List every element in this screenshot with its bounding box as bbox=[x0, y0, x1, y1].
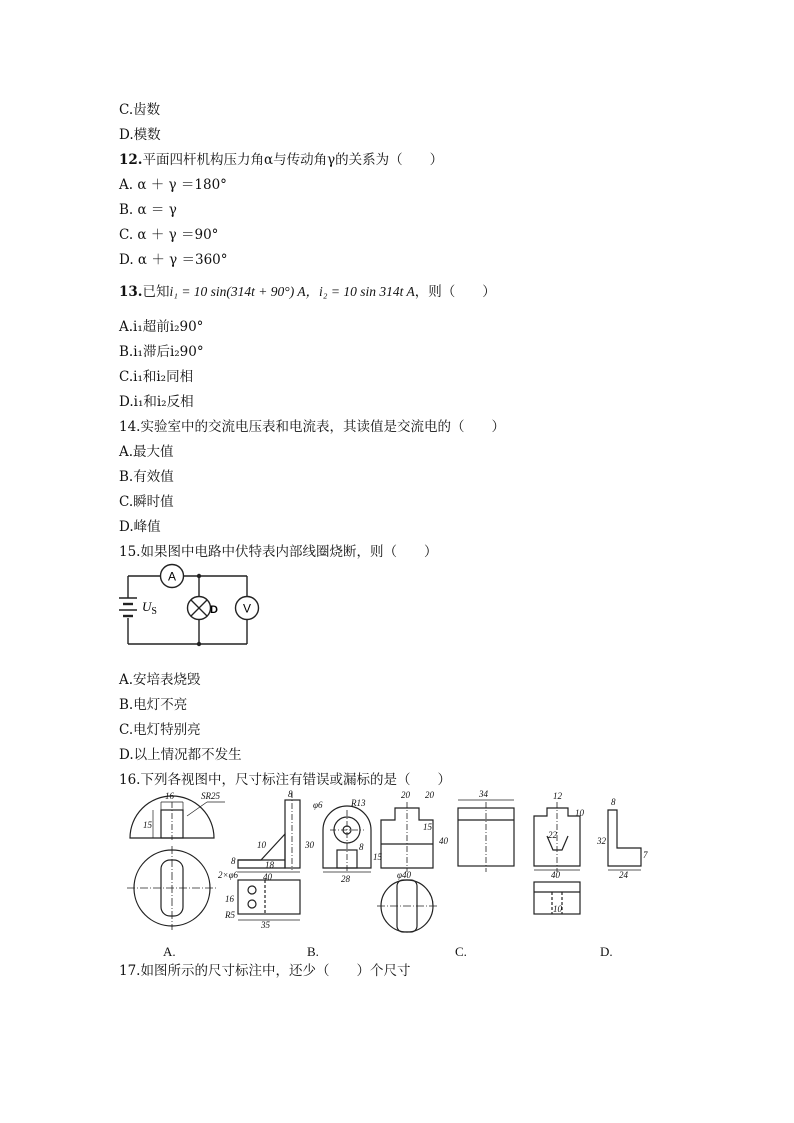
views-figure bbox=[115, 788, 660, 938]
svg-text:35: 35 bbox=[261, 920, 270, 930]
fig16-label-c: C. bbox=[455, 944, 467, 959]
svg-text:SR25: SR25 bbox=[201, 791, 220, 801]
source-label: $U_S$ bbox=[142, 599, 157, 617]
svg-text:16: 16 bbox=[165, 791, 174, 801]
svg-text:28: 28 bbox=[341, 874, 350, 884]
view-a bbox=[127, 791, 225, 930]
question-12-number: 12. bbox=[119, 152, 143, 168]
ammeter-label: A bbox=[167, 569, 177, 584]
svg-text:40: 40 bbox=[439, 836, 448, 846]
question-12-option-c: C. α ＋ γ ＝90° bbox=[119, 227, 219, 243]
svg-text:8: 8 bbox=[231, 856, 236, 866]
fig16-label-d: D. bbox=[600, 944, 613, 959]
question-13-number: 13. bbox=[119, 284, 143, 300]
question-14: 14.实验室中的交流电压表和电流表，其读值是交流电的（ ） bbox=[119, 419, 505, 435]
fig16-label-b: B. bbox=[307, 944, 319, 959]
view-c-rect bbox=[458, 789, 514, 872]
svg-text:15: 15 bbox=[423, 822, 432, 832]
view-c-block bbox=[373, 790, 449, 932]
svg-text:15: 15 bbox=[143, 820, 152, 830]
question-14-option-c: C.瞬时值 bbox=[119, 494, 174, 510]
svg-text:30: 30 bbox=[305, 840, 314, 850]
question-15-option-a: A.安培表烧毁 bbox=[119, 672, 201, 688]
fig16-label-a: A. bbox=[163, 944, 176, 959]
question-12-text: 平面四杆机构压力角α与传动角γ的关系为（ ） bbox=[142, 152, 444, 168]
svg-text:40: 40 bbox=[263, 872, 272, 882]
voltmeter-icon bbox=[236, 597, 259, 620]
question-13-post: ，则（ ） bbox=[414, 284, 496, 300]
svg-text:7: 7 bbox=[643, 850, 648, 860]
svg-text:34: 34 bbox=[479, 789, 488, 799]
svg-text:2×φ6: 2×φ6 bbox=[218, 870, 239, 880]
svg-text:16: 16 bbox=[225, 894, 234, 904]
battery-icon bbox=[119, 598, 137, 616]
view-d bbox=[534, 791, 648, 914]
question-15-option-d: D.以上情况都不发生 bbox=[119, 747, 242, 763]
svg-text:8: 8 bbox=[359, 842, 364, 852]
option-c-gear-teeth: C.齿数 bbox=[119, 102, 161, 118]
question-13-pre: 已知 bbox=[142, 284, 170, 300]
question-15-option-c: C.电灯特别亮 bbox=[119, 722, 201, 738]
question-17: 17.如图所示的尺寸标注中，还少（ ）个尺寸 bbox=[119, 963, 411, 979]
svg-text:22: 22 bbox=[548, 830, 557, 840]
question-14-option-a: A.最大值 bbox=[119, 444, 174, 460]
svg-text:φ40: φ40 bbox=[397, 870, 411, 880]
question-13-option-d: D.i₁和i₂反相 bbox=[119, 394, 194, 410]
svg-text:12: 12 bbox=[553, 791, 562, 801]
svg-text:15: 15 bbox=[373, 852, 382, 862]
question-13-option-b: B.i₁滞后i₂90° bbox=[119, 344, 204, 360]
question-12-option-a: A. α ＋ γ ＝180° bbox=[119, 177, 227, 193]
svg-text:32: 32 bbox=[597, 836, 606, 846]
svg-text:φ6: φ6 bbox=[313, 800, 323, 810]
question-12 bbox=[119, 151, 443, 169]
svg-text:20: 20 bbox=[425, 790, 434, 800]
svg-text:20: 20 bbox=[401, 790, 410, 800]
view-b bbox=[218, 789, 300, 930]
question-12-option-b: B. α ＝ γ bbox=[119, 202, 177, 218]
view-c-bracket bbox=[304, 798, 371, 884]
svg-text:10: 10 bbox=[257, 840, 266, 850]
question-16: 16.下列各视图中，尺寸标注有错误或漏标的是（ ） bbox=[119, 772, 451, 788]
question-12-option-d: D. α ＋ γ ＝360° bbox=[119, 252, 228, 268]
svg-text:40: 40 bbox=[551, 870, 560, 880]
question-14-option-d: D.峰值 bbox=[119, 519, 161, 535]
circuit-diagram bbox=[115, 560, 265, 650]
question-13-option-a: A.i₁超前i₂90° bbox=[119, 319, 204, 335]
svg-text:24: 24 bbox=[619, 870, 628, 880]
svg-text:8: 8 bbox=[288, 789, 293, 799]
svg-text:R5: R5 bbox=[225, 910, 235, 920]
svg-text:10: 10 bbox=[553, 904, 562, 914]
question-15-option-b: B.电灯不亮 bbox=[119, 697, 188, 713]
question-13 bbox=[119, 283, 496, 301]
lamp-icon bbox=[188, 597, 219, 620]
question-13-option-c: C.i₁和i₂同相 bbox=[119, 369, 194, 385]
question-15: 15.如果图中电路中伏特表内部线圈烧断，则（ ） bbox=[119, 544, 438, 560]
voltmeter-label: V bbox=[242, 601, 252, 616]
svg-text:10: 10 bbox=[575, 808, 584, 818]
svg-text:18: 18 bbox=[265, 860, 274, 870]
option-d-module: D.模数 bbox=[119, 127, 161, 143]
ammeter-icon bbox=[161, 565, 184, 588]
svg-text:R13: R13 bbox=[351, 798, 366, 808]
question-14-option-b: B.有效值 bbox=[119, 469, 174, 485]
question-13-formula: i₁ = 10 sin(314t + 90°) A，i₂ = 10 sin 314t A bbox=[169, 284, 415, 299]
lamp-label: D bbox=[210, 604, 218, 616]
svg-text:8: 8 bbox=[611, 797, 616, 807]
